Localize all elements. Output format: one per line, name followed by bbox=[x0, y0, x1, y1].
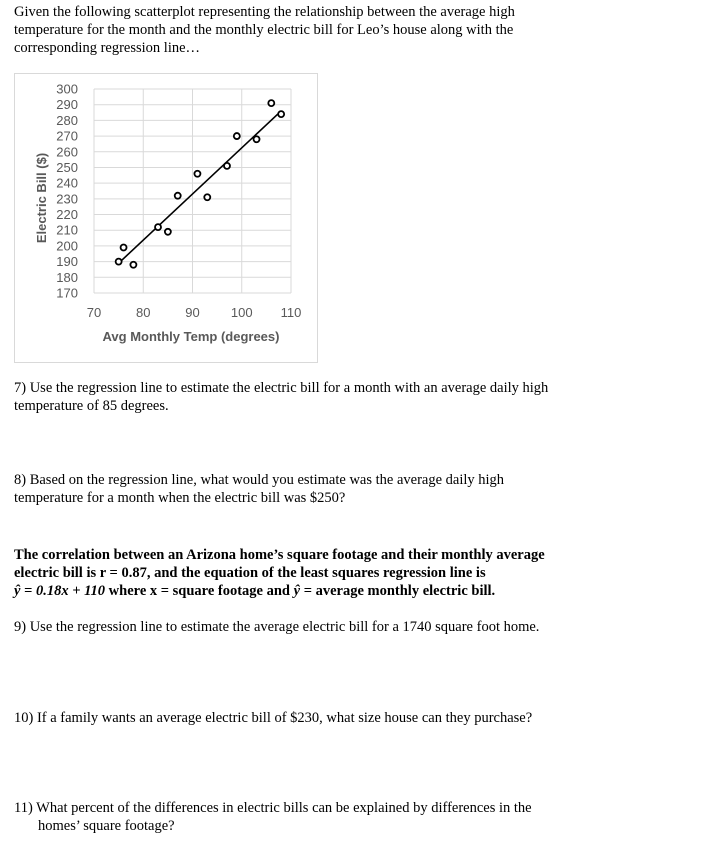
data-point bbox=[254, 136, 260, 142]
y-tick-label: 210 bbox=[56, 222, 78, 238]
correlation-line-2: electric bill is r = 0.87, and the equation of the least squares regression line is bbox=[14, 565, 486, 581]
x-tick-label: 70 bbox=[86, 305, 102, 320]
correlation-line-1: The correlation between an Arizona home’s square footage and their monthly average bbox=[14, 547, 545, 563]
data-point bbox=[165, 229, 171, 235]
scatterplot-chart bbox=[14, 73, 318, 363]
chart-svg bbox=[15, 74, 317, 362]
data-point bbox=[194, 171, 200, 177]
y-tick-label: 270 bbox=[56, 128, 78, 144]
question-11 bbox=[14, 799, 614, 835]
x-tick-label: 90 bbox=[185, 305, 200, 320]
data-point bbox=[204, 194, 210, 200]
data-point bbox=[175, 193, 181, 199]
equation-end: = average monthly electric bill. bbox=[300, 583, 496, 599]
y-axis-title: Electric Bill ($) bbox=[34, 152, 49, 244]
x-tick-label: 110 bbox=[280, 305, 302, 320]
equation-tail: where x = square footage and bbox=[105, 583, 294, 599]
y-tick-label: 180 bbox=[56, 269, 78, 285]
x-axis-title: Avg Monthly Temp (degrees) bbox=[102, 329, 280, 344]
regression-equation: ŷ = 0.18x + 110 bbox=[14, 583, 106, 599]
question-11-line-1: 11) What percent of the differences in electric bills can be explained by differences in the bbox=[14, 800, 532, 816]
y-tick-label: 280 bbox=[56, 112, 78, 128]
data-point bbox=[268, 100, 274, 106]
y-tick-label: 290 bbox=[56, 97, 78, 113]
data-point bbox=[278, 111, 284, 117]
y-tick-label: 240 bbox=[56, 175, 78, 191]
data-point bbox=[130, 262, 136, 268]
data-point bbox=[224, 163, 230, 169]
yhat-symbol: ŷ bbox=[293, 583, 301, 599]
y-tick-label: 300 bbox=[56, 81, 78, 97]
data-point bbox=[116, 259, 122, 265]
question-9: 9) Use the regression line to estimate the average electric bill for a 1740 square foot home. bbox=[14, 619, 540, 635]
data-point bbox=[234, 133, 240, 139]
correlation-statement bbox=[14, 546, 614, 600]
y-tick-label: 200 bbox=[56, 238, 78, 254]
y-tick-label: 250 bbox=[56, 159, 78, 175]
y-tick-label: 170 bbox=[56, 285, 78, 301]
y-tick-label: 230 bbox=[56, 191, 78, 207]
y-tick-label: 190 bbox=[56, 254, 78, 270]
y-tick-label: 260 bbox=[56, 144, 78, 160]
data-point bbox=[155, 224, 161, 230]
x-tick-label: 80 bbox=[136, 305, 151, 320]
question-11-line-2: homes’ square footage? bbox=[38, 818, 175, 834]
y-tick-label: 220 bbox=[56, 207, 78, 223]
question-7: 7) Use the regression line to estimate the electric bill for a month with an average daily high temperature of 85 degrees. bbox=[14, 380, 549, 414]
x-tick-label: 100 bbox=[230, 305, 253, 320]
question-8: 8) Based on the regression line, what would you estimate was the average daily high temperature for a month when the electric bill was $250? bbox=[14, 472, 505, 506]
data-point bbox=[121, 244, 127, 250]
question-10: 10) If a family wants an average electric bill of $230, what size house can they purchase? bbox=[14, 710, 533, 726]
intro-text: Given the following scatterplot representing the relationship between the average high temperature for the month and the monthly electric bill for Leo’s house along with the corresponding regression line… bbox=[14, 4, 515, 56]
